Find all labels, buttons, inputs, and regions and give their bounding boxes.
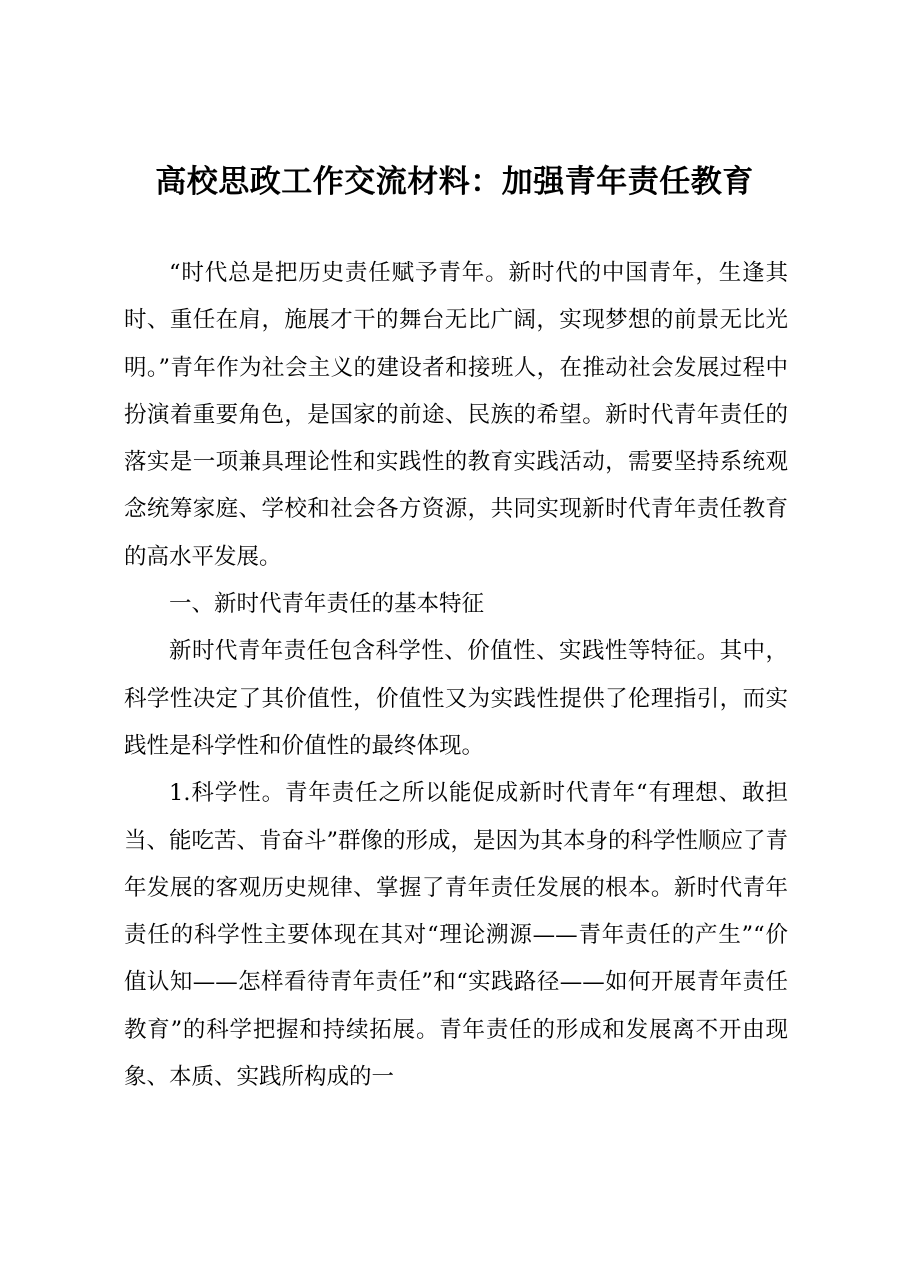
paragraph-features: 新时代青年责任包含科学性、价值性、实践性等特征。其中，科学性决定了其价值性，价值性又为实践性提供了伦理指引，而实践性是科学性和价值性的最终体现。 (124, 638, 788, 759)
paragraph-intro: “时代总是把历史责任赋予青年。新时代的中国青年，生逢其时、重任在肩，施展才干的舞台无比广阔，实现梦想的前景无比光明。”青年作为社会主义的建设者和接班人，在推动社会发展过程中扮演着重要角色，是国家的前途、民族的希望。新时代青年责任的落实是一项兼具理论性和实践性的教育实践活动，需要坚持系统观念统筹家庭、学校和社会各方资源，共同实现新时代青年责任教育的高水平发展。 (124, 260, 788, 570)
paragraph-scientific: 1.科学性。青年责任之所以能促成新时代青年“有理想、敢担当、能吃苦、肯奋斗”群像的形成，是因为其本身的科学性顺应了青年发展的客观历史规律、掌握了青年责任发展的根本。新时代青年责任的科学性主要体现在其对“理论溯源——青年责任的产生”“价值认知——怎样看待青年责任”和“实践路径——如何开展青年责任教育”的科学把握和持续拓展。青年责任的形成和发展离不开由现象、本质、实践所构成的一 (124, 780, 789, 1091)
document-body (124, 250, 788, 1101)
document-title: 高校思政工作交流材料：加强青年责任教育 (155, 164, 754, 200)
section-heading-1: 一、新时代青年责任的基本特征 (169, 591, 485, 618)
